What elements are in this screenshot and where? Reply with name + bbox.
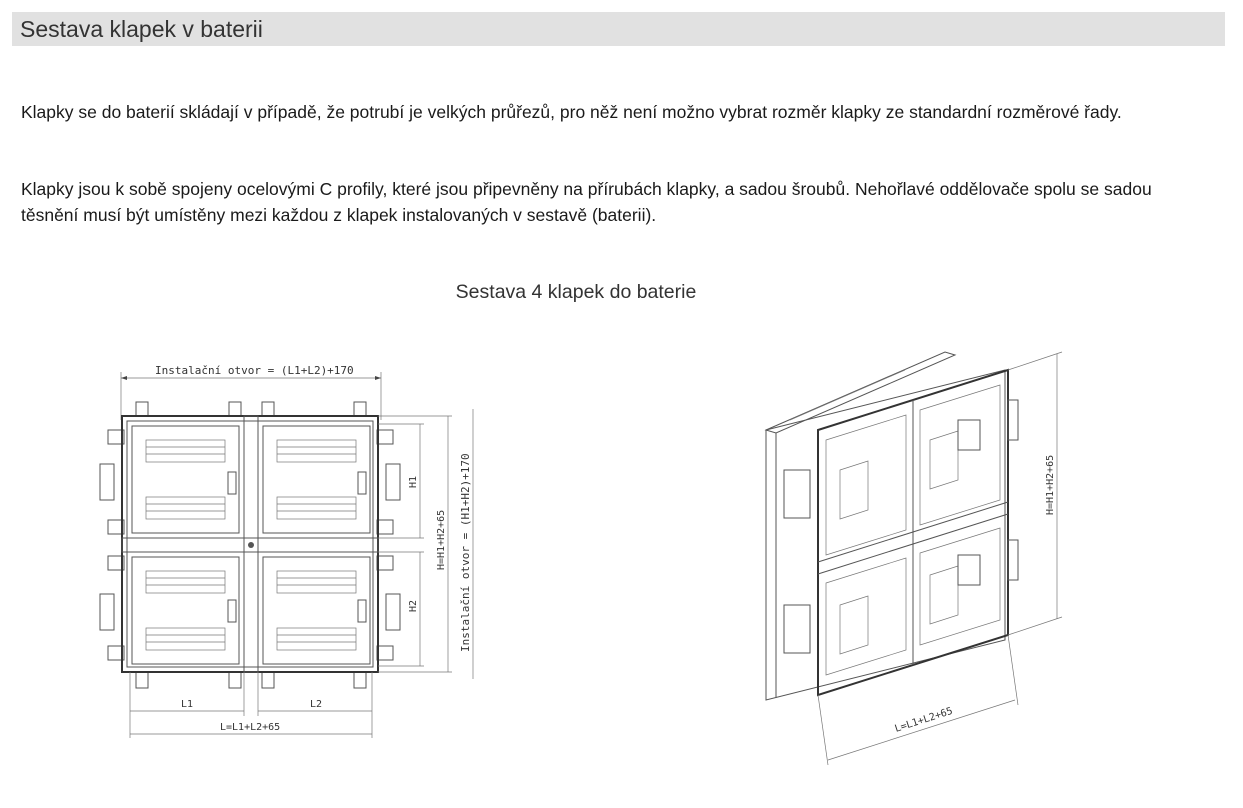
dim-opening-height: Instalační otvor = (H1+H2)+170 [459,453,472,652]
section-title: Sestava klapek v baterii [20,16,263,42]
figure-title: Sestava 4 klapek do baterie [455,281,697,303]
front-cell-tl [132,426,239,533]
dim-H2: H2 [408,599,419,612]
paragraph-2: Klapky jsou k sobě spojeny ocelovými C profily, které jsou připevněny na přírubách klapky, a sadou šroubů. Nehořlavé oddělovače spolu se sadou těsnění musí být umístěny mezi každou z klapek instalovaných v sestavě (baterii). [21,179,1152,225]
front-cell-bl [132,557,239,664]
dim-H-front: H=H1+H2+65 [436,509,447,570]
dim-L-front: L=L1+L2+65 [220,722,281,733]
paragraph-1: Klapky se do baterií skládají v případě, že potrubí je velkých průřezů, pro něž není možno vybrat rozměr klapky ze standardní rozměrové řady. [21,102,1122,122]
front-cell-tr [263,426,370,533]
front-cell-br [263,557,370,664]
dim-opening-width: Instalační otvor = (L1+L2)+170 [155,364,354,377]
dim-L2: L2 [310,699,323,710]
dim-H1: H1 [408,475,419,488]
iso-view-drawing [766,352,1062,765]
front-view-drawing [100,364,473,738]
dim-L-iso: L=L1+L2+65 [893,705,955,735]
dim-H-iso: H=H1+H2+65 [1045,454,1056,515]
dim-L1: L1 [181,699,194,710]
